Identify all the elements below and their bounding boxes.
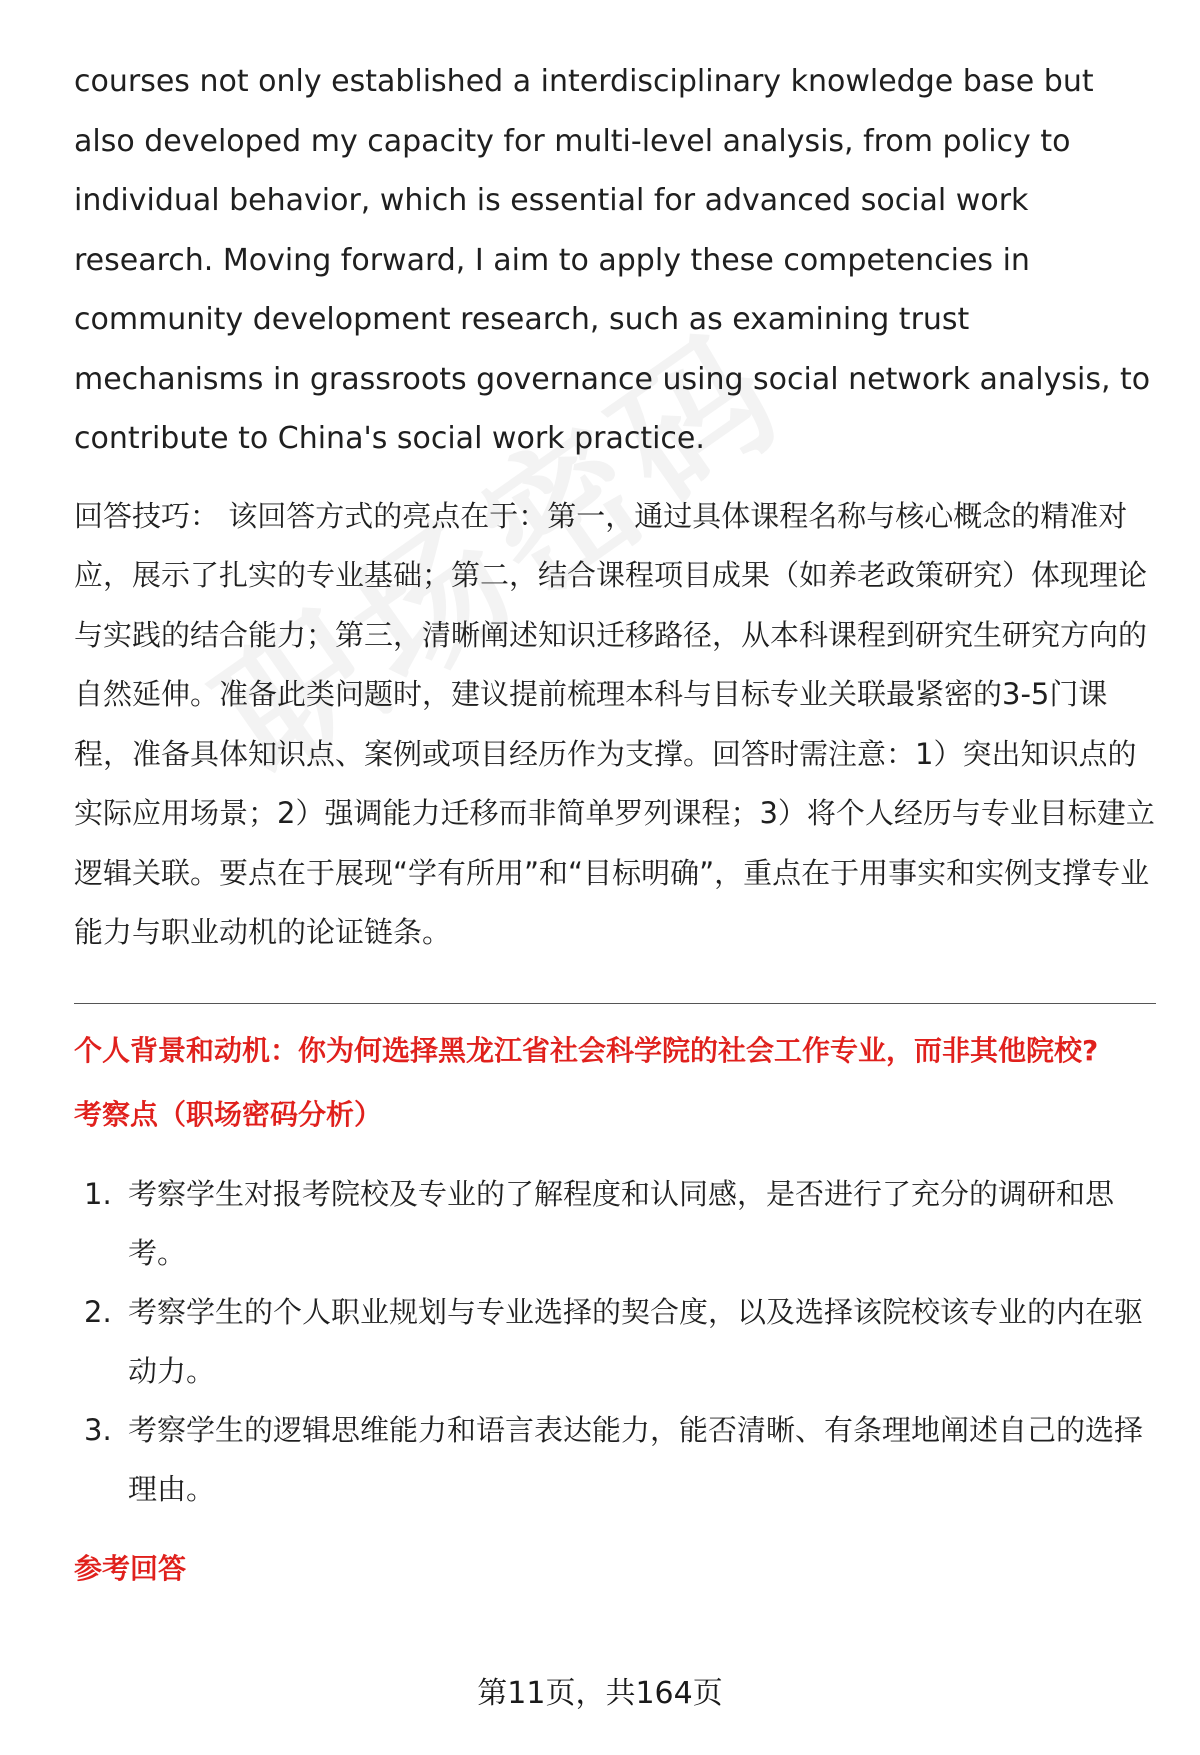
document-body: [74, 52, 1156, 1591]
answer-tips-paragraph: 回答技巧： 该回答方式的亮点在于：第一，通过具体课程名称与核心概念的精准对应，展示了扎实的专业基础；第二，结合课程项目成果（如养老政策研究）体现理论与实践的结合能力；第三，清晰阐述知识迁移路径，从本科课程到研究生研究方向的自然延伸。准备此类问题时，建议提前梳理本科与目标专业关联最紧密的3-5门课程，准备具体知识点、案例或项目经历作为支撑。回答时需注意：1）突出知识点的实际应用场景；2）强调能力迁移而非简单罗列课程；3）将个人经历与专业目标建立逻辑关联。要点在于展现“学有所用”和“目标明确”，重点在于用事实和实例支撑专业能力与职业动机的论证链条。: [74, 498, 1155, 949]
list-number: 2.: [84, 1294, 112, 1329]
list-item: [74, 1401, 1156, 1519]
list-item: [74, 1283, 1156, 1401]
list-text: 考察学生的个人职业规划与专业选择的契合度，以及选择该院校该专业的内在驱动力。: [128, 1294, 1144, 1388]
assessment-heading: 考察点（职场密码分析）: [74, 1097, 383, 1131]
list-item: [74, 1165, 1156, 1283]
list-text: 考察学生的逻辑思维能力和语言表达能力，能否清晰、有条理地阐述自己的选择理由。: [128, 1412, 1144, 1506]
assessment-list: [74, 1165, 1156, 1519]
list-number: 3.: [84, 1412, 112, 1447]
section-divider: [74, 1003, 1156, 1004]
list-text: 考察学生对报考院校及专业的了解程度和认同感，是否进行了充分的调研和思考。: [128, 1176, 1115, 1270]
question-heading: 个人背景和动机：你为何选择黑龙江省社会科学院的社会工作专业，而非其他院校?: [74, 1033, 1099, 1067]
reference-answer-heading: 参考回答: [74, 1551, 187, 1585]
list-number: 1.: [84, 1176, 112, 1211]
page-footer: 第11页，共164页: [477, 1676, 723, 1711]
english-paragraph: courses not only established a interdisciplinary knowledge base but also developed my capacity for multi-level analysis, from policy to individual behavior, which is essential for advanced social work research. Moving forward, I aim to apply these competencies in community development research, such as examining trust mechanisms in grassroots governance using social network analysis, to contribute to China's social work practice.: [74, 64, 1151, 456]
